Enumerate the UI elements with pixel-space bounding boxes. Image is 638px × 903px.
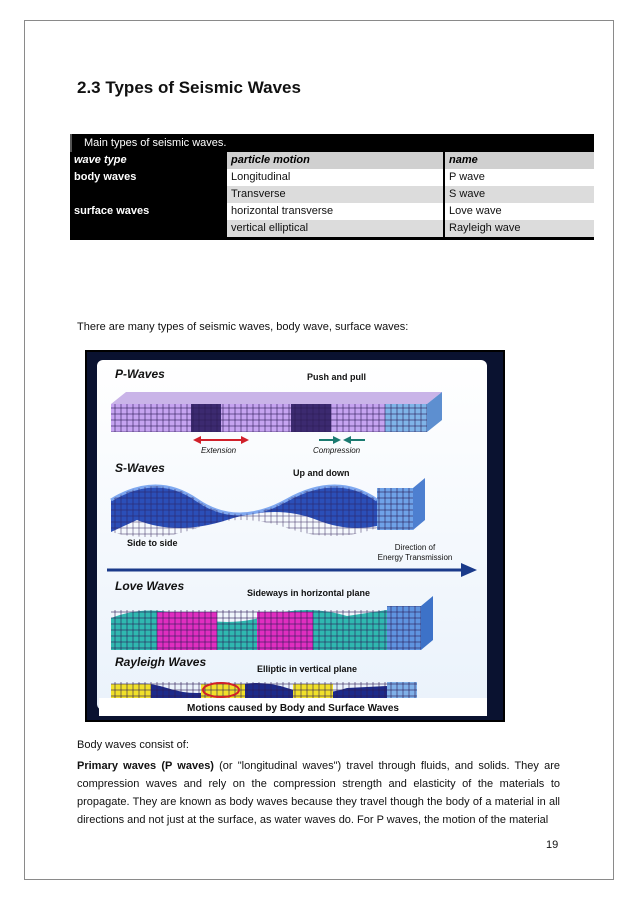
primary-waves-text: (or "longitudinal waves") travel through fluids, and solids. They are compression waves and rely on the compression strength and elasticity of the materials to propagate. They are known as body waves because they travel though the body of a material in all directions and not just at the surface, as water waves do. For P waves, the motion of the material <box>77 760 560 826</box>
seismic-waves-figure <box>85 350 505 722</box>
table-row <box>70 169 594 186</box>
seismic-waves-table <box>70 134 594 240</box>
table-row <box>70 203 594 220</box>
love-waves-label: Sideways in horizontal plane <box>247 588 371 598</box>
cell-name: Love wave <box>443 203 594 220</box>
s-wave-block <box>111 478 425 537</box>
figure-caption-bar <box>87 696 503 718</box>
figure-panel <box>97 360 487 710</box>
cell-particle-motion: vertical elliptical <box>225 220 443 237</box>
cell-particle-motion: Longitudinal <box>225 169 443 186</box>
side-to-side-label: Side to side <box>127 538 178 548</box>
p-wave-block <box>111 392 442 432</box>
compression-arrows <box>319 436 365 444</box>
cell-wave-type <box>70 220 225 237</box>
love-waves-title: Love Waves <box>115 579 185 593</box>
figure-caption: Motions caused by Body and Surface Waves <box>187 703 399 714</box>
table-row <box>70 186 594 203</box>
header-name: name <box>443 152 594 169</box>
page-number: 19 <box>546 839 559 851</box>
header-particle-motion: particle motion <box>225 152 443 169</box>
compression-label: Compression <box>313 446 361 455</box>
body-waves-intro: Body waves consist of: <box>77 739 189 751</box>
direction-label-1: Direction of <box>394 543 436 552</box>
table-row <box>70 220 594 237</box>
cell-wave-type: surface waves <box>70 203 225 220</box>
primary-waves-paragraph <box>77 757 560 829</box>
primary-waves-term: Primary waves (P waves) <box>77 760 214 772</box>
extension-arrow <box>193 436 249 444</box>
cell-particle-motion: Transverse <box>225 186 443 203</box>
table-header-row <box>70 152 594 169</box>
table-bottom-rule <box>70 237 594 240</box>
intro-text: There are many types of seismic waves, body wave, surface waves: <box>77 321 409 333</box>
cell-wave-type <box>70 186 225 203</box>
cell-particle-motion: horizontal transverse <box>225 203 443 220</box>
cell-name: P wave <box>443 169 594 186</box>
s-waves-title: S-Waves <box>115 461 165 475</box>
seismic-waves-diagram <box>97 360 487 710</box>
direction-label-2: Energy Transmission <box>377 553 453 562</box>
love-wave-block <box>111 596 433 650</box>
rayleigh-waves-label: Elliptic in vertical plane <box>257 664 358 674</box>
header-wave-type: wave type <box>70 152 225 169</box>
section-heading: 2.3 Types of Seismic Waves <box>77 78 301 97</box>
table-caption: Main types of seismic waves. <box>70 134 594 152</box>
cell-wave-type: body waves <box>70 169 225 186</box>
cell-name: Rayleigh wave <box>443 220 594 237</box>
p-waves-title: P-Waves <box>115 367 165 381</box>
cell-name: S wave <box>443 186 594 203</box>
p-waves-label: Push and pull <box>307 372 367 382</box>
extension-label: Extension <box>201 446 237 455</box>
rayleigh-waves-title: Rayleigh Waves <box>115 655 207 669</box>
energy-direction-arrow <box>107 563 477 577</box>
s-waves-label: Up and down <box>293 468 350 478</box>
